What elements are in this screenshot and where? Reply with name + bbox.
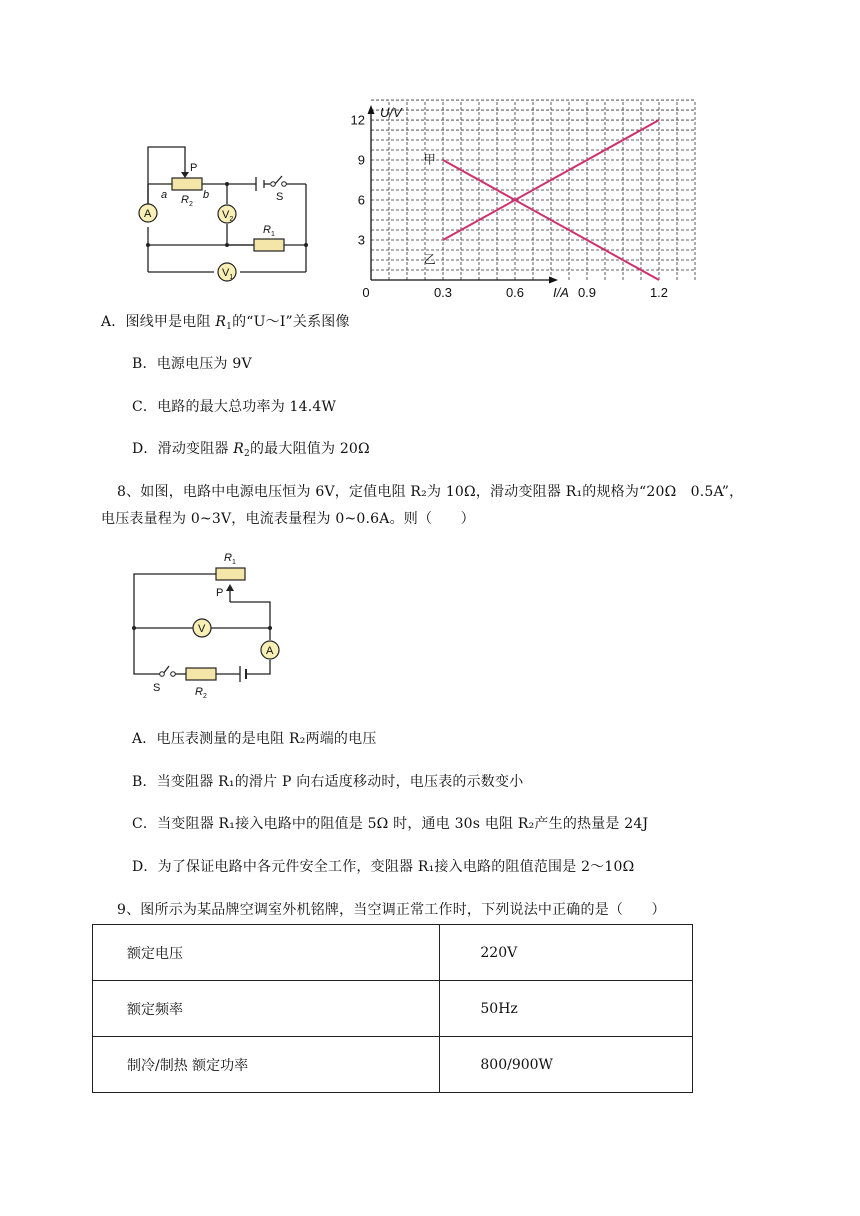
series-label-yi: 乙 [423,252,436,267]
end-a-label: a [161,189,168,201]
table-row [93,981,693,1037]
y-tick-label: 9 [357,152,365,168]
table-cell: 制冷/制热 额定功率 [93,1037,440,1093]
q8-option-c: C．当变阻器 R₁接入电路中的阻值是 5Ω 时，通电 30s 电阻 R₂产生的热量是 24J [132,816,649,832]
series-label-jia: 甲 [423,152,436,167]
x-tick-label: 0.9 [577,285,597,300]
q8-voltmeter-label: V [198,623,206,635]
table-cell: 额定电压 [93,925,440,981]
voltmeter-v1-label: $V_1$ [222,267,234,281]
q8-option-a: A．电压表测量的是电阻 R₂两端的电压 [132,731,377,747]
q7-option-a: A．图线甲是电阻 $R_1$的“U～I”关系图像 [101,314,350,332]
table-row [93,925,693,981]
nameplate-table [92,924,693,1093]
end-b-label: b [203,189,210,201]
slider-p-label: P [190,162,198,174]
table-cell: 220V [440,925,693,981]
r1-label: $R_1$ [263,224,275,238]
q8-r2-label: $R_2$ [195,686,207,700]
q7-option-d: D．滑动变阻器 $R_2$的最大阻值为 20Ω [132,441,370,459]
table-cell: 800/900W [440,1037,693,1093]
q7-option-c: C．电路的最大总功率为 14.4W [132,399,337,415]
x-tick-label: 0 [362,285,370,300]
circuit-diagram-q7 [130,140,320,288]
q8-slider-p-label: P [216,587,224,599]
ammeter-label: A [144,208,152,220]
table-row [93,1037,693,1093]
q9-stem: 9、图所示为某品牌空调室外机铭牌，当空调正常工作时，下列说法中正确的是（ ） [117,902,666,918]
x-axis-label: I/A [553,285,569,300]
u-i-graph [335,100,669,305]
y-tick-label: 12 [350,112,365,128]
r2-label: $R_2$ [181,194,193,208]
x-tick-label: 0.3 [433,285,453,300]
switch-s-label: S [276,191,284,203]
circuit-diagram-q8 [125,545,290,700]
y-axis-arrow [368,105,375,114]
y-tick-label: 3 [357,232,365,248]
x-tick-label: 0.6 [505,285,525,300]
y-axis-label: U/V [380,105,402,120]
q7-option-b: B．电源电压为 9V [132,356,252,372]
q8-switch-s-label: S [153,682,161,694]
table-cell: 额定频率 [93,981,440,1037]
voltmeter-v2-label: $V_2$ [222,209,234,223]
q8-stem-line2: 电压表量程为 0~3V，电流表量程为 0~0.6A。则（ ） [101,511,475,527]
x-tick-label: 1.2 [649,285,669,300]
y-tick-label: 6 [357,192,365,208]
q8-option-b: B．当变阻器 R₁的滑片 P 向右适度移动时，电压表的示数变小 [132,774,524,790]
x-axis-arrow [549,277,558,284]
q8-stem-line1: 8、如图，电路中电源电压恒为 6V，定值电阻 R₂为 10Ω，滑动变阻器 R₁的规格为“20Ω 0.5A”， [117,484,744,500]
table-cell: 50Hz [440,981,693,1037]
q8-ammeter-label: A [266,645,274,657]
q8-r1-label: $R_1$ [224,552,236,566]
q8-option-d: D．为了保证电路中各元件安全工作，变阻器 R₁接入电路的阻值范围是 2～10Ω [132,859,635,875]
